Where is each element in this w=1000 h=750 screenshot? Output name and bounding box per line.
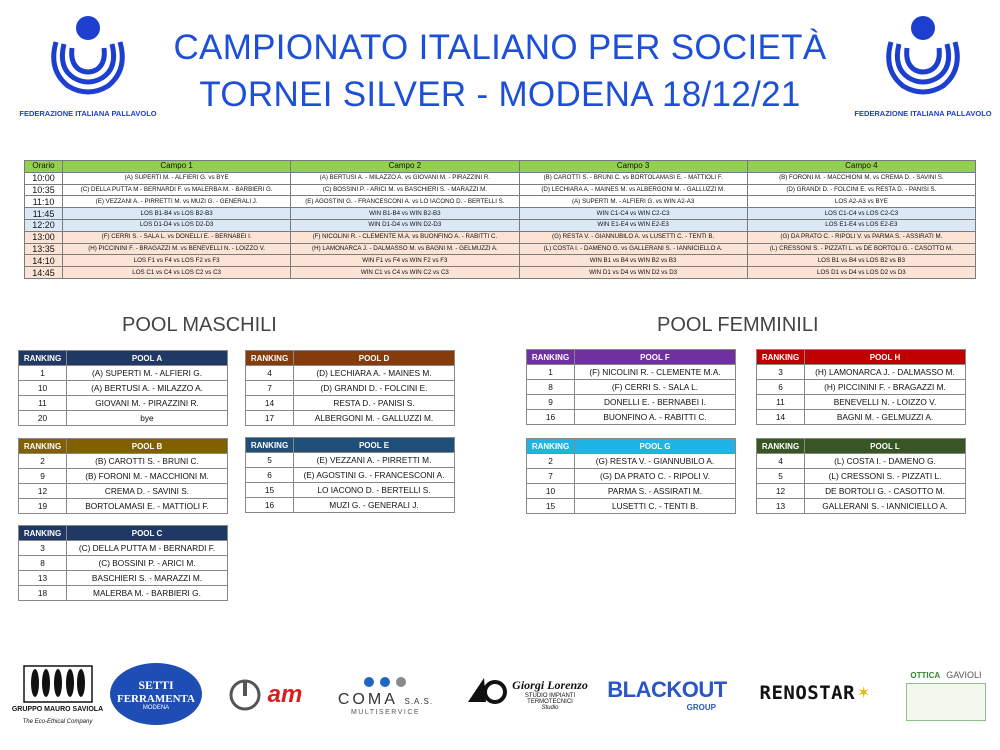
schedule-row bbox=[25, 196, 976, 208]
pool-rank-cell: 13 bbox=[19, 571, 67, 586]
pool-rank-cell: 6 bbox=[246, 468, 294, 483]
time-cell: 14:10 bbox=[25, 255, 63, 267]
pool-row bbox=[19, 366, 228, 381]
pool-row bbox=[19, 411, 228, 426]
pool-rank-cell: 4 bbox=[246, 366, 294, 381]
power-icon bbox=[228, 678, 262, 712]
pool-rank-cell: 7 bbox=[527, 469, 575, 484]
pool-rank-cell: 12 bbox=[19, 484, 67, 499]
pool-rank-cell: 20 bbox=[19, 411, 67, 426]
pool-g-table bbox=[526, 438, 736, 514]
match-cell: (B) FORONI M. - MACCHIONI M. vs CREMA D. - SAVINI S. bbox=[747, 172, 975, 184]
match-cell: WIN E1-E4 vs WIN E2-E3 bbox=[519, 219, 747, 231]
dots-icon bbox=[361, 675, 411, 689]
pool-rank-cell: 4 bbox=[757, 454, 805, 469]
match-cell: (C) DELLA PUTTA M - BERNARDI F. vs MALERBA M. - BARBIERI G. bbox=[63, 184, 291, 196]
pool-e-table bbox=[245, 437, 455, 513]
pool-rank-cell: 5 bbox=[757, 469, 805, 484]
match-cell: LOS C1 vs C4 vs LOS C2 vs C3 bbox=[63, 267, 291, 279]
pool-row bbox=[757, 469, 966, 484]
match-cell: WIN B1-B4 vs WIN B2-B3 bbox=[291, 208, 519, 220]
pool-rank-cell: 16 bbox=[527, 410, 575, 425]
pool-row bbox=[19, 556, 228, 571]
pool-ranking-header: RANKING bbox=[19, 526, 67, 541]
pool-row bbox=[246, 396, 455, 411]
pool-rank-cell: 2 bbox=[19, 454, 67, 469]
pool-team-cell: (F) NICOLINI R. - CLEMENTE M.A. bbox=[575, 365, 736, 380]
pool-rank-cell: 9 bbox=[527, 395, 575, 410]
match-cell: (H) LAMONARCA J. - DALMASSO M. vs BAGNI M. - GELMUZZI A. bbox=[291, 243, 519, 255]
sponsors-strip bbox=[0, 655, 1000, 735]
pool-ranking-header: RANKING bbox=[527, 439, 575, 454]
pool-team-cell: (H) PICCININI F. - BRAGAZZI M. bbox=[805, 380, 966, 395]
gavioli-name: GAVIOLI bbox=[946, 669, 982, 680]
giorgi-name: Giorgi Lorenzo bbox=[512, 677, 588, 692]
match-cell: WIN F1 vs F4 vs WIN F2 vs F3 bbox=[291, 255, 519, 267]
pool-team-cell: (A) SUPERTI M. - ALFIERI G. bbox=[67, 366, 228, 381]
pool-rank-cell: 17 bbox=[246, 411, 294, 426]
pool-row bbox=[19, 541, 228, 556]
pool-rank-cell: 7 bbox=[246, 381, 294, 396]
pool-f-table bbox=[526, 349, 736, 425]
pool-ranking-header: RANKING bbox=[757, 350, 805, 365]
pool-rank-cell: 16 bbox=[246, 498, 294, 513]
pool-team-cell: bye bbox=[67, 411, 228, 426]
match-cell: LOS C1-C4 vs LOS C2-C3 bbox=[747, 208, 975, 220]
giorgi-sub1: STUDIO IMPIANTI bbox=[524, 692, 576, 699]
header-campo-3: Campo 3 bbox=[519, 161, 747, 173]
pool-rank-cell: 8 bbox=[19, 556, 67, 571]
pool-name-header: POOL F bbox=[575, 350, 736, 365]
coma-sub: MULTISERVICE bbox=[350, 708, 421, 716]
pool-team-cell: (B) FORONI M. - MACCHIONI M. bbox=[67, 469, 228, 484]
pool-row bbox=[527, 380, 736, 395]
pool-name-header: POOL A bbox=[67, 351, 228, 366]
pool-rank-cell: 9 bbox=[19, 469, 67, 484]
pool-name-header: POOL C bbox=[67, 526, 228, 541]
setti-badge bbox=[110, 663, 202, 725]
match-cell: LOS B1 vs B4 vs LOS B2 vs B3 bbox=[747, 255, 975, 267]
sponsor-blackout bbox=[608, 669, 726, 719]
header-campo-4: Campo 4 bbox=[747, 161, 975, 173]
pool-name-header: POOL E bbox=[294, 438, 455, 453]
pool-team-cell: (E) VEZZANI A. - PIRRETTI M. bbox=[294, 453, 455, 468]
pool-rank-cell: 6 bbox=[757, 380, 805, 395]
match-cell: (L) CRESSONI S. - PIZZATI L. vs DE BORTOLI G. - CASOTTO M. bbox=[747, 243, 975, 255]
sponsor-ottica-gavioli bbox=[900, 663, 992, 727]
pool-team-cell: (L) CRESSONI S. - PIZZATI L. bbox=[805, 469, 966, 484]
cypress-trees-icon bbox=[23, 665, 93, 703]
pool-row bbox=[527, 454, 736, 469]
pool-ranking-header: RANKING bbox=[527, 350, 575, 365]
pool-rank-cell: 18 bbox=[19, 586, 67, 601]
pool-team-cell: BENEVELLI N. - LOIZZO V. bbox=[805, 395, 966, 410]
time-cell: 12:20 bbox=[25, 219, 63, 231]
pool-header-row bbox=[757, 350, 966, 365]
pool-team-cell: GIOVANI M. - PIRAZZINI R. bbox=[67, 396, 228, 411]
match-cell: (L) COSTA I. - DAMENO G. vs GALLERANI S. - IANNICIELLO A. bbox=[519, 243, 747, 255]
match-cell: (H) PICCININI F. - BRAGAZZI M. vs BENEVELLI N. - LOIZZO V. bbox=[63, 243, 291, 255]
pool-row bbox=[527, 469, 736, 484]
pool-team-cell: (H) LAMONARCA J. - DALMASSO M. bbox=[805, 365, 966, 380]
match-cell: LOS D1-D4 vs LOS D2-D3 bbox=[63, 219, 291, 231]
pool-row bbox=[246, 453, 455, 468]
header-campo-2: Campo 2 bbox=[291, 161, 519, 173]
pool-row bbox=[19, 396, 228, 411]
pool-row bbox=[757, 484, 966, 499]
pool-rank-cell: 3 bbox=[757, 365, 805, 380]
schedule-row bbox=[25, 219, 976, 231]
pool-rank-cell: 5 bbox=[246, 453, 294, 468]
pool-row bbox=[246, 468, 455, 483]
time-cell: 11:10 bbox=[25, 196, 63, 208]
ottica-name: OTTICA bbox=[910, 670, 941, 680]
sponsor-coma bbox=[328, 663, 443, 727]
match-cell: WIN C1 vs C4 vs WIN C2 vs C3 bbox=[291, 267, 519, 279]
time-cell: 10:00 bbox=[25, 172, 63, 184]
match-cell: WIN C1-C4 vs WIN C2-C3 bbox=[519, 208, 747, 220]
pool-row bbox=[527, 395, 736, 410]
time-cell: 14:45 bbox=[25, 267, 63, 279]
schedule-row bbox=[25, 255, 976, 267]
time-cell: 13:35 bbox=[25, 243, 63, 255]
match-cell: (A) BERTUSI A. - MILAZZO A. vs GIOVANI M. - PIRAZZINI R. bbox=[291, 172, 519, 184]
pool-name-header: POOL G bbox=[575, 439, 736, 454]
fipav-logo-icon bbox=[854, 14, 992, 126]
schedule-row bbox=[25, 172, 976, 184]
pool-team-cell: BORTOLAMASI E. - MATTIOLI F. bbox=[67, 499, 228, 514]
pool-team-cell: RESTA D. - PANISI S. bbox=[294, 396, 455, 411]
pool-team-cell: GALLERANI S. - IANNICIELLO A. bbox=[805, 499, 966, 514]
blackout-name: BLACKOUT bbox=[607, 676, 727, 702]
pool-header-row bbox=[757, 439, 966, 454]
sponsor-am bbox=[215, 665, 315, 725]
pool-team-cell: (F) CERRI S. - SALA L. bbox=[575, 380, 736, 395]
savioli-tag: The Eco-Ethical Company bbox=[22, 719, 93, 725]
pool-rank-cell: 19 bbox=[19, 499, 67, 514]
giorgi-sub2: TERMOTECNICI bbox=[527, 698, 573, 705]
pool-header-row bbox=[246, 351, 455, 366]
pool-row bbox=[19, 484, 228, 499]
pool-row bbox=[19, 571, 228, 586]
match-cell: (G) DA PRATO C. - RIPOLI V. vs PARMA S. - ASSIRATI M. bbox=[747, 231, 975, 243]
pool-row bbox=[246, 381, 455, 396]
pool-row bbox=[19, 454, 228, 469]
time-cell: 10:35 bbox=[25, 184, 63, 196]
pool-name-header: POOL D bbox=[294, 351, 455, 366]
pool-team-cell: LUSETTI C. - TENTI B. bbox=[575, 499, 736, 514]
match-cell: LOS F1 vs F4 vs LOS F2 vs F3 bbox=[63, 255, 291, 267]
pool-rank-cell: 15 bbox=[246, 483, 294, 498]
match-cell: LOS D1 vs D4 vs LOS D2 vs D3 bbox=[747, 267, 975, 279]
pool-team-cell: PARMA S. - ASSIRATI M. bbox=[575, 484, 736, 499]
pool-team-cell: LO IACONO D. - BERTELLI S. bbox=[294, 483, 455, 498]
pool-row bbox=[527, 365, 736, 380]
schedule-header-row bbox=[25, 161, 976, 173]
pool-team-cell: (G) DA PRATO C. - RIPOLI V. bbox=[575, 469, 736, 484]
pool-header-row bbox=[246, 438, 455, 453]
pool-row bbox=[757, 499, 966, 514]
pool-ranking-header: RANKING bbox=[246, 438, 294, 453]
fipav-logo-icon bbox=[19, 14, 157, 126]
setti-line2: FERRAMENTA bbox=[116, 692, 195, 705]
pool-team-cell: BAGNI M. - GELMUZZI A. bbox=[805, 410, 966, 425]
pool-header-row bbox=[19, 351, 228, 366]
pool-h-table bbox=[756, 349, 966, 425]
pool-header-row bbox=[19, 439, 228, 454]
pool-team-cell: (A) BERTUSI A. - MILAZZO A. bbox=[67, 381, 228, 396]
pool-row bbox=[527, 410, 736, 425]
pool-row bbox=[757, 454, 966, 469]
pool-row bbox=[757, 410, 966, 425]
pool-row bbox=[19, 586, 228, 601]
giorgi-studio: Studio bbox=[541, 704, 559, 711]
pool-rank-cell: 1 bbox=[19, 366, 67, 381]
match-cell: LOS B1-B4 vs LOS B2-B3 bbox=[63, 208, 291, 220]
studio-40-icon bbox=[464, 672, 508, 716]
pool-team-cell: (C) BOSSINI P. - ARICI M. bbox=[67, 556, 228, 571]
schedule-row bbox=[25, 267, 976, 279]
page-title-line1: CAMPIONATO ITALIANO PER SOCIETÀ bbox=[173, 28, 827, 67]
pool-team-cell: BUONFINO A. - RABITTI C. bbox=[575, 410, 736, 425]
pool-team-cell: DE BORTOLI G. - CASOTTO M. bbox=[805, 484, 966, 499]
pool-rank-cell: 12 bbox=[757, 484, 805, 499]
pool-ranking-header: RANKING bbox=[757, 439, 805, 454]
pool-team-cell: (B) CAROTTI S. - BRUNI C. bbox=[67, 454, 228, 469]
pool-d-table bbox=[245, 350, 455, 426]
pool-rank-cell: 3 bbox=[19, 541, 67, 556]
pool-team-cell: CREMA D. - SAVINI S. bbox=[67, 484, 228, 499]
match-cell: LOS E1-E4 vs LOS E2-E3 bbox=[747, 219, 975, 231]
pool-rank-cell: 15 bbox=[527, 499, 575, 514]
pool-rank-cell: 1 bbox=[527, 365, 575, 380]
logo-text: FEDERAZIONE ITALIANA PALLAVOLO bbox=[854, 109, 992, 118]
schedule-row bbox=[25, 184, 976, 196]
pool-row bbox=[246, 498, 455, 513]
coma-name: COMA bbox=[337, 690, 397, 708]
schedule-row bbox=[25, 231, 976, 243]
section-pool-maschili: POOL MASCHILI bbox=[122, 314, 277, 336]
star-icon: ✶ bbox=[857, 685, 871, 702]
pool-row bbox=[246, 366, 455, 381]
schedule-row bbox=[25, 208, 976, 220]
pool-row bbox=[19, 469, 228, 484]
pool-row bbox=[19, 499, 228, 514]
pool-name-header: POOL B bbox=[67, 439, 228, 454]
pool-team-cell: (D) LECHIARA A. - MAINES M. bbox=[294, 366, 455, 381]
pool-ranking-header: RANKING bbox=[19, 439, 67, 454]
match-cell: (F) NICOLINI R. - CLEMENTE M.A. vs BUONFINO A. - RABITTI C. bbox=[291, 231, 519, 243]
pool-rank-cell: 11 bbox=[19, 396, 67, 411]
match-cell: (B) CAROTTI S. - BRUNI C. vs BORTOLAMASI E. - MATTIOLI F. bbox=[519, 172, 747, 184]
match-cell: LOS A2-A3 vs BYE bbox=[747, 196, 975, 208]
pool-name-header: POOL L bbox=[805, 439, 966, 454]
pool-team-cell: (L) COSTA I. - DAMENO G. bbox=[805, 454, 966, 469]
pool-row bbox=[757, 380, 966, 395]
pool-row bbox=[527, 499, 736, 514]
pool-name-header: POOL H bbox=[805, 350, 966, 365]
match-cell: (D) LECHIARA A. - MAINES M. vs ALBERGONI M. - GALLUZZI M. bbox=[519, 184, 747, 196]
pool-a-table bbox=[18, 350, 228, 426]
pool-team-cell: (C) DELLA PUTTA M - BERNARDI F. bbox=[67, 541, 228, 556]
pool-header-row bbox=[527, 439, 736, 454]
match-cell: (G) RESTA V. - GIANNUBILO A. vs LUSETTI C. - TENTI B. bbox=[519, 231, 747, 243]
pool-rank-cell: 14 bbox=[246, 396, 294, 411]
pool-ranking-header: RANKING bbox=[19, 351, 67, 366]
fipav-logo-left bbox=[19, 14, 157, 126]
pool-rank-cell: 14 bbox=[757, 410, 805, 425]
renostar-name: RENOSTAR bbox=[759, 682, 856, 704]
pool-team-cell: BASCHIERI S. - MARAZZI M. bbox=[67, 571, 228, 586]
sponsor-giorgi bbox=[452, 663, 600, 725]
sponsor-setti bbox=[110, 663, 202, 725]
match-cell: (F) CERRI S. - SALA L. vs DONELLI E. - BERNABEI I. bbox=[63, 231, 291, 243]
pool-l-table bbox=[756, 438, 966, 514]
header-campo-1: Campo 1 bbox=[63, 161, 291, 173]
pool-row bbox=[19, 381, 228, 396]
pool-row bbox=[527, 484, 736, 499]
am-text: am bbox=[267, 681, 303, 708]
page-title-line2: TORNEI SILVER - MODENA 18/12/21 bbox=[199, 75, 801, 114]
pool-b-table bbox=[18, 438, 228, 514]
pool-team-cell: (E) AGOSTINI G. - FRANCESCONI A. bbox=[294, 468, 455, 483]
pool-team-cell: MALERBA M. - BARBIERI G. bbox=[67, 586, 228, 601]
pool-team-cell: ALBERGONI M. - GALLUZZI M. bbox=[294, 411, 455, 426]
coma-sas: S.A.S. bbox=[404, 696, 434, 706]
section-pool-femminili: POOL FEMMINILI bbox=[657, 314, 819, 336]
pool-row bbox=[246, 411, 455, 426]
pool-team-cell: (G) RESTA V. - GIANNUBILO A. bbox=[575, 454, 736, 469]
setti-line1: SETTI bbox=[138, 677, 174, 692]
match-cell: (A) SUPERTI M. - ALFIERI G. vs BYE bbox=[63, 172, 291, 184]
pool-rank-cell: 8 bbox=[527, 380, 575, 395]
header-orario: Orario bbox=[25, 161, 63, 173]
match-cell: (E) VEZZANI A. - PIRRETTI M. vs MUZI G. - GENERALI J. bbox=[63, 196, 291, 208]
pool-ranking-header: RANKING bbox=[246, 351, 294, 366]
match-cell: WIN D1 vs D4 vs WIN D2 vs D3 bbox=[519, 267, 747, 279]
pool-header-row bbox=[527, 350, 736, 365]
blackout-sub: GROUP bbox=[686, 702, 716, 712]
pool-c-table bbox=[18, 525, 228, 601]
pool-row bbox=[757, 395, 966, 410]
pool-team-cell: MUZI G. - GENERALI J. bbox=[294, 498, 455, 513]
pool-header-row bbox=[19, 526, 228, 541]
time-cell: 13:00 bbox=[25, 231, 63, 243]
match-cell: (D) GRANDI D. - FOLCINI E. vs RESTA D. - PANISI S. bbox=[747, 184, 975, 196]
pool-team-cell: (D) GRANDI D. - FOLCINI E. bbox=[294, 381, 455, 396]
sponsor-renostar bbox=[740, 675, 890, 711]
match-cell: (A) SUPERTI M. - ALFIERI G. vs WIN A2-A3 bbox=[519, 196, 747, 208]
fipav-logo-right bbox=[854, 14, 992, 126]
pool-rank-cell: 10 bbox=[19, 381, 67, 396]
pool-row bbox=[246, 483, 455, 498]
pool-rank-cell: 10 bbox=[527, 484, 575, 499]
match-cell: (C) BOSSINI P. - ARICI M. vs BASCHIERI S. - MARAZZI M. bbox=[291, 184, 519, 196]
match-cell: WIN D1-D4 vs WIN D2-D3 bbox=[291, 219, 519, 231]
pool-rank-cell: 2 bbox=[527, 454, 575, 469]
schedule-table bbox=[24, 160, 976, 279]
match-cell: (E) AGOSTINI G. - FRANCESCONI A. vs LO IACONO D. - BERTELLI S. bbox=[291, 196, 519, 208]
logo-text: FEDERAZIONE ITALIANA PALLAVOLO bbox=[19, 109, 157, 118]
schedule-row bbox=[25, 243, 976, 255]
ottica-card bbox=[906, 683, 986, 721]
pool-team-cell: DONELLI E. - BERNABEI I. bbox=[575, 395, 736, 410]
time-cell: 11:45 bbox=[25, 208, 63, 220]
savioli-name: GRUPPO MAURO SAVIOLA bbox=[11, 706, 104, 713]
setti-city: MODENA bbox=[142, 704, 170, 711]
pool-row bbox=[757, 365, 966, 380]
match-cell: WIN B1 vs B4 vs WIN B2 vs B3 bbox=[519, 255, 747, 267]
pool-rank-cell: 11 bbox=[757, 395, 805, 410]
pool-rank-cell: 13 bbox=[757, 499, 805, 514]
sponsor-savioli bbox=[10, 660, 105, 730]
